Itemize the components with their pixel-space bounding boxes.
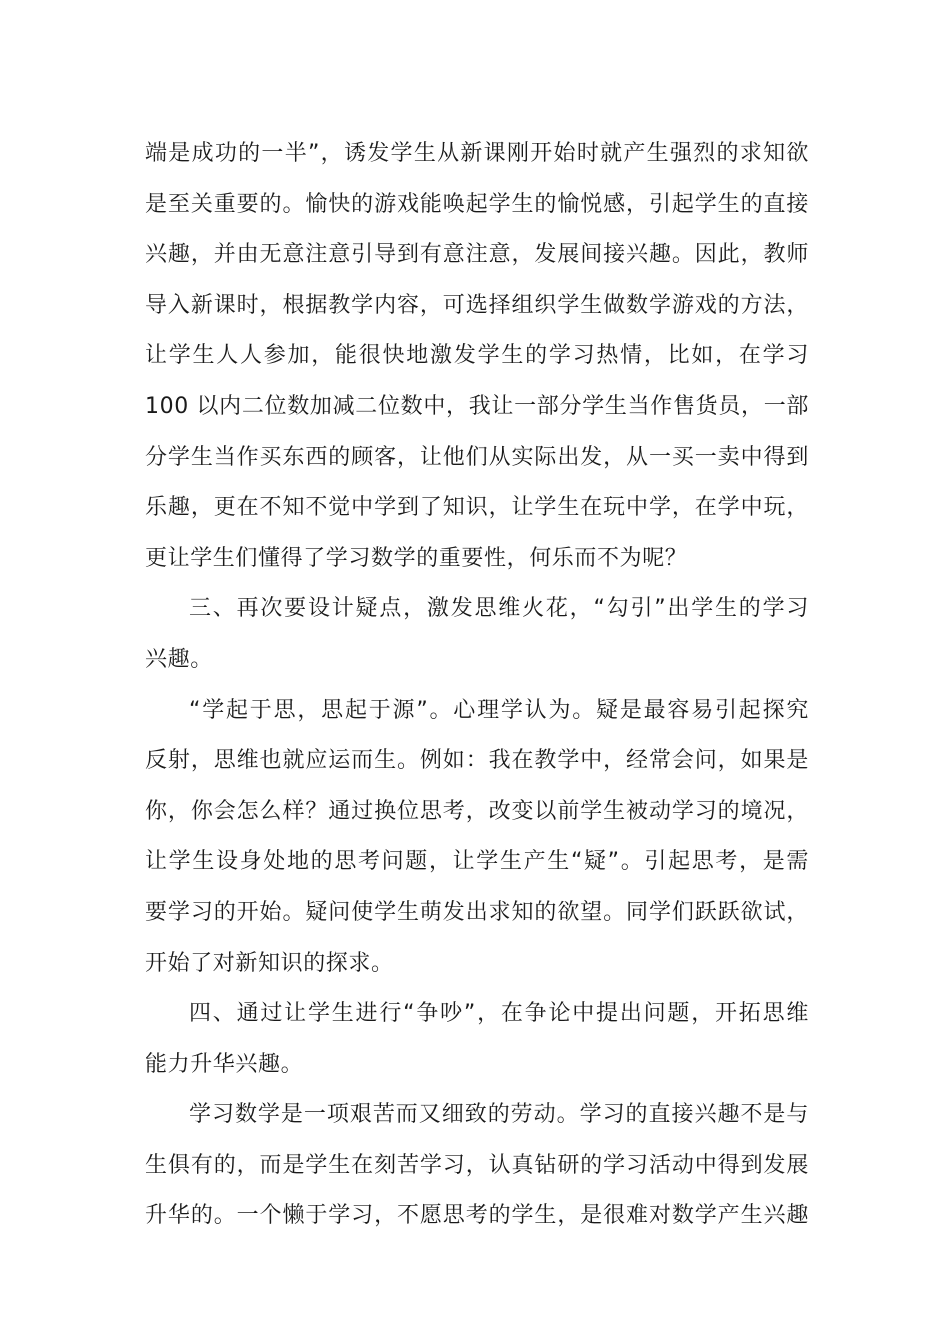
body-text: [145, 129, 809, 1242]
text-line: 更让学生们懂得了学习数学的重要性，何乐而不为呢？: [145, 545, 688, 571]
text-line: 开始了对新知识的探求。: [145, 950, 394, 976]
text-line: “学起于思，思起于源”。心理学认为。疑是最容易引起探究: [189, 697, 809, 723]
text-line: 是至关重要的。愉快的游戏能唤起学生的愉悦感，引起学生的直接: [145, 191, 809, 217]
text-line: 让学生人人参加，能很快地激发学生的学习热情，比如，在学习: [145, 343, 809, 369]
text-line: 导入新课时，根据教学内容，可选择组织学生做数学游戏的方法，: [145, 292, 809, 318]
text-line: 生俱有的，而是学生在刻苦学习，认真钻研的学习活动中得到发展: [145, 1152, 809, 1178]
text-line: 你，你会怎么样？通过换位思考，改变以前学生被动学习的境况，: [145, 798, 809, 824]
section-heading-line: 四、通过让学生进行“争吵”，在争论中提出问题，开拓思维: [189, 1001, 809, 1027]
section-heading-line: 能力升华兴趣。: [145, 1051, 304, 1077]
text-line: 兴趣，并由无意注意引导到有意注意，发展间接兴趣。因此，教师: [145, 242, 809, 268]
section-heading-line: 三、再次要设计疑点，激发思维火花，“勾引”出学生的学习: [189, 596, 809, 622]
text-line: 学习数学是一项艰苦而又细致的劳动。学习的直接兴趣不是与: [189, 1102, 809, 1128]
text-line: 要学习的开始。疑问使学生萌发出求知的欲望。同学们跃跃欲试，: [145, 899, 809, 925]
text-line: 端是成功的一半”，诱发学生从新课刚开始时就产生强烈的求知欲: [145, 141, 809, 166]
text-line: 让学生设身处地的思考问题，让学生产生“疑”。引起思考，是需: [145, 849, 809, 875]
text-line: 100 以内二位数加减二位数中，我让一部分学生当作售货员，一部: [145, 393, 809, 419]
section-heading-line: 兴趣。: [145, 646, 213, 672]
text-line: 反射，思维也就应运而生。例如：我在教学中，经常会问，如果是: [145, 748, 809, 774]
text-line: 升华的。一个懒于学习，不愿思考的学生，是很难对数学产生兴趣: [145, 1203, 809, 1229]
text-line: 分学生当作买东西的顾客，让他们从实际出发，从一买一卖中得到: [145, 444, 809, 470]
text-line: 乐趣，更在不知不觉中学到了知识，让学生在玩中学，在学中玩，: [145, 495, 809, 521]
